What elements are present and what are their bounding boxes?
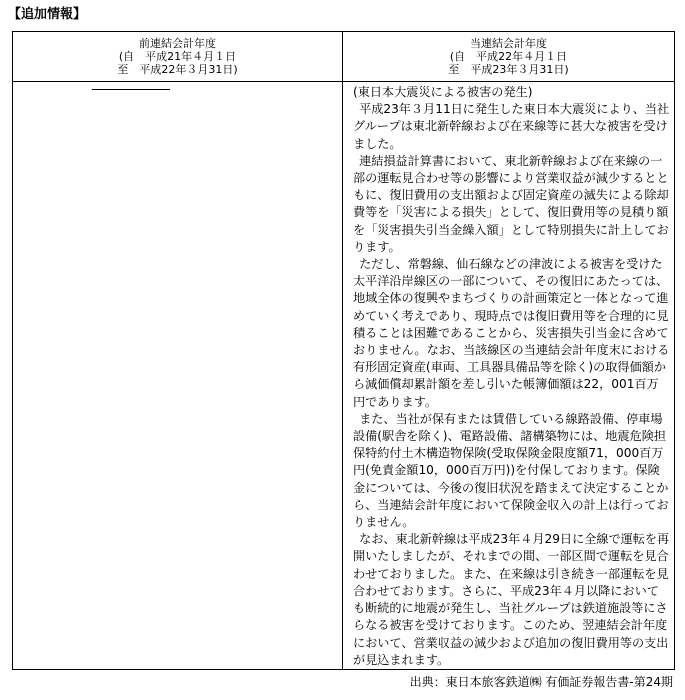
previous-year-content bbox=[13, 82, 343, 670]
current-year-header bbox=[343, 32, 675, 82]
paragraph-2: 連結損益計算書において、東北新幹線および在来線の一部の運転見合わせ等の影響により営業収益が減少するとともに、復旧費用の支出額および固定資産の滅失による除却費等を「災害による損失」として、復旧費用等の見積り額を「災害損失引当金繰入額」として特別損失に計上しております。 bbox=[353, 153, 669, 254]
previous-header-line-2: (自 平成21年４月１日 bbox=[118, 50, 237, 63]
current-header-line-1: 当連結会計年度 bbox=[470, 37, 547, 50]
empty-dash bbox=[92, 89, 170, 90]
previous-header-line-3: 至 平成22年３月31日) bbox=[117, 63, 238, 76]
current-header-line-2: (自 平成22年４月１日 bbox=[449, 50, 568, 63]
current-header-line-3: 至 平成23年３月31日) bbox=[448, 63, 569, 76]
paragraph-4: また、当社が保有または賃借している線路設備、停車場設備(駅舎を除く)、電路設備、諸構築物には、地震危険担保特約付土木構造物保険(受取保険金限度額71，000百万円(免責金額10，000百万円))を付保しております。保険金については、今後の復旧状況を踏まえて決定することから、当連結会計年度において保険金収入の計上は行っておりません。 bbox=[353, 411, 669, 530]
earthquake-heading: (東日本大震災による被害の発生) bbox=[353, 85, 533, 99]
paragraph-5: なお、東北新幹線は平成23年４月29日に全線で運転を再開いたしましたが、それまでの間、一部区間で運転を見合わせておりました。また、在来線は引き続き一部運転を見合わせております。さらに、平成23年４月以降においても断続的に地震が発生し、当社グループは鉄道施設等にさらなる被害を受けております。このため、翌連結会計年度において、営業収益の減少および追加の復旧費用等の支出が見込まれます。 bbox=[353, 532, 670, 667]
source-note: 出典：東日本旅客鉄道㈱ 有価証券報告書-第24期 bbox=[409, 675, 673, 689]
content-row bbox=[13, 82, 675, 670]
header-row bbox=[13, 32, 675, 82]
section-title: 【追加情報】 bbox=[8, 7, 87, 22]
paragraph-1: 平成23年３月11日に発生した東日本大震災により、当社グループは東北新幹線および在来線等に甚大な被害を受けました。 bbox=[353, 102, 670, 151]
previous-header-line-1: 前連結会計年度 bbox=[139, 37, 216, 50]
additional-info-table bbox=[12, 31, 675, 670]
current-year-content bbox=[343, 82, 675, 670]
previous-year-header bbox=[13, 32, 343, 82]
paragraph-3: ただし、常磐線、仙石線などの津波による被害を受けた太平洋沿岸線区の一部について、その復旧にあたっては、地域全体の復興やまちづくりの計画策定と一体となって進めていく考えであり、現時点では復旧費用等を合理的に見積ることは困難であることから、災害損失引当金に含めておりません。なお、当該線区の当連結会計年度末における有形固定資産(車両、工具器具備品等を除く)の取得価額から減価償却累計額を差し引いた帳簿価額は22，001百万円であります。 bbox=[353, 257, 670, 409]
